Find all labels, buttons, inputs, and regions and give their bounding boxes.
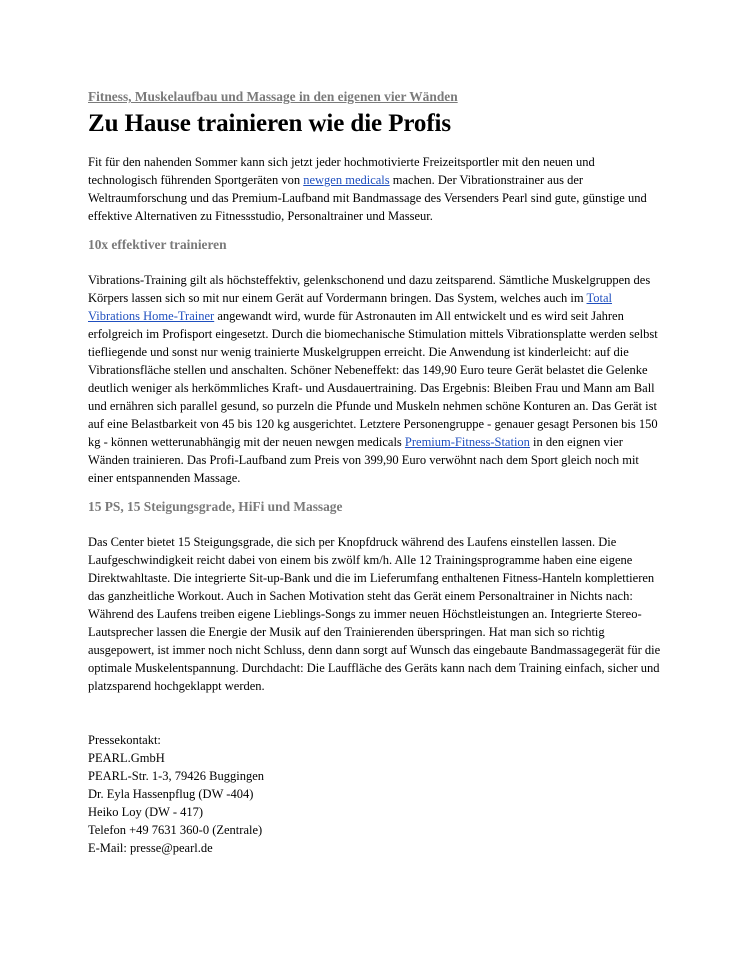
section1-text-3: in den eignen vier Wänden trainieren. Das Profi-Laufband zum Preis von 399,90 Euro verwöhnt nach dem Sport gleich noch mit einer entspannenden Massage. xyxy=(88,435,639,485)
contact-phone: Telefon +49 7631 360-0 (Zentrale) xyxy=(88,823,263,837)
intro-text-2: machen. Der Vibrationstrainer aus der Weltraumforschung und das Premium-Laufband mit Bandmassage des Versenders Pearl sind gute, günstige und effektive Alternativen zu Fitnessstudio, Personaltrainer und Masseur. xyxy=(88,173,647,223)
section2-paragraph: Das Center bietet 15 Steigungsgrade, die sich per Knopfdruck während des Laufens einstellen lassen. Die Laufgeschwindigkeit reicht dabei von einem bis zwölf km/h. Alle 12 Trainingsprogramme haben eine eigene Direktwahltaste. Die integrierte Sit-up-Bank und die im Lieferumfang enthaltenen Fitness-Hanteln komplettieren das ganzheitliche Workout. Auch in Sachen Motivation steht das Gerät einem Personaltrainer in Nichts nach: Während des Laufens treiben eigene Lieblings-Songs zu immer neuen Höchstleistungen an. Integrierte Stereo-Lautsprecher lassen die Energie der Musik auf den Trainierenden überspringen. Hat man sich so richtig ausgepowert, ist immer noch nicht Schluss, denn dann sorgt auf Wunsch das eingebaute Bandmassagegerät für die optimale Muskelentspannung. Durchdacht: Die Lauffläche des Geräts kann nach dem Training einfach, sicher und platzsparend hochgeklappt werden. xyxy=(88,535,661,693)
intro-paragraph xyxy=(88,153,663,225)
total-vibrations-link[interactable]: Total Vibrations Home-Trainer xyxy=(88,291,613,323)
page-title: Zu Hause trainieren wie die Profis xyxy=(88,110,452,137)
contact-person-1: Dr. Eyla Hassenpflug (DW -404) xyxy=(88,787,254,801)
contact-email: E-Mail: presse@pearl.de xyxy=(88,841,213,855)
intro-text-1: Fit für den nahenden Sommer kann sich jetzt jeder hochmotivierte Freizeitsportler mit den neuen und technologisch führenden Sportgeräten von xyxy=(88,155,595,187)
section1-paragraph xyxy=(88,271,663,487)
press-release-page xyxy=(88,89,663,857)
contact-company: PEARL.GmbH xyxy=(88,751,165,765)
kicker-title: Fitness, Muskelaufbau und Massage in den eigenen vier Wänden xyxy=(88,89,458,104)
press-contact-block xyxy=(88,731,663,857)
contact-person-2: Heiko Loy (DW - 417) xyxy=(88,805,204,819)
section1-text-2: angewandt wird, wurde für Astronauten im All entwickelt und es wird seit Jahren erfolgreich im Profisport eingesetzt. Durch die biomechanische Stimulation mittels Vibrationsplatte werden selbst tiefliegende und sonst nur wenig trainierte Muskelgruppen erreicht. Die Anwendung ist kinderleicht: auf die Vibrationsfläche stellen und anschalten. Schöner Nebeneffekt: das 149,90 Euro teure Gerät belastet die Gelenke deutlich weniger als herkömmliches Kraft- und Ausdauertraining. Das Ergebnis: Bleiben Frau und Mann am Ball und ernähren sich parallel gesund, so purzeln die Pfunde und Muskeln nehmen schöne Konturen an. Das Gerät ist auf eine Belastbarkeit von 45 bis 120 kg ausgerichtet. Letztere Personengruppe - genauer gesagt Personen bis 150 kg - können wetterunabhängig mit der neuen newgen medicals xyxy=(88,309,658,449)
contact-label: Pressekontakt: xyxy=(88,733,161,747)
newgen-medicals-link[interactable]: newgen medicals xyxy=(303,173,390,187)
section-heading-effective: 10x effektiver trainieren xyxy=(88,237,227,252)
section1-text-1: Vibrations-Training gilt als höchsteffektiv, gelenkschonend und dazu zeitsparend. Sämtliche Muskelgruppen des Körpers lassen sich so mit nur einem Gerät auf Vordermann bringen. Das System, welches auch im xyxy=(88,273,651,305)
section-heading-features: 15 PS, 15 Steigungsgrade, HiFi und Massage xyxy=(88,499,343,514)
premium-fitness-station-link[interactable]: Premium-Fitness-Station xyxy=(404,435,530,449)
contact-address: PEARL-Str. 1-3, 79426 Buggingen xyxy=(88,769,265,783)
